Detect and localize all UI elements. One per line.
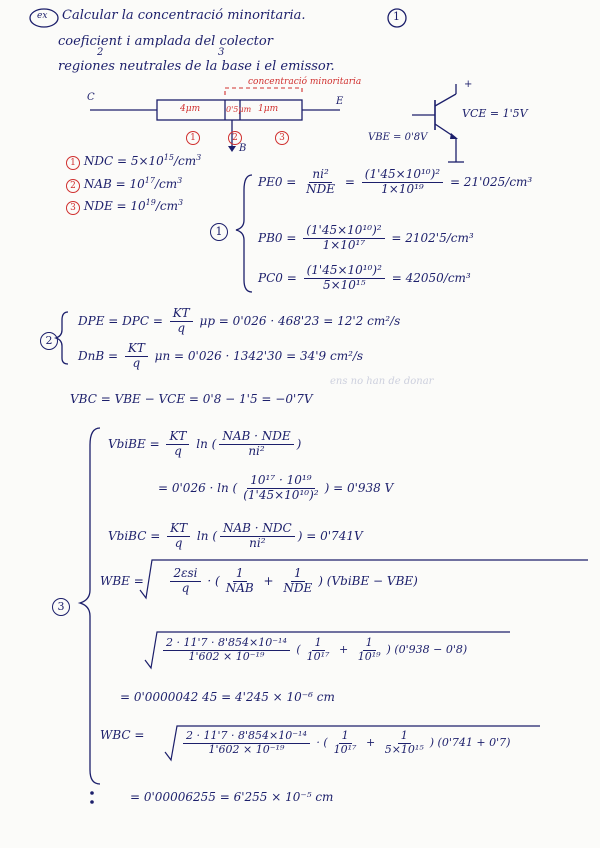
- vbc-equation: VBC = VBE − VCE = 0'8 − 1'5 = −0'7V: [70, 392, 313, 406]
- width-emitter: 1μm: [258, 104, 279, 114]
- part1-mark: 1: [210, 220, 228, 241]
- vce-label: VCE = 1'5V: [462, 107, 528, 120]
- diffusion-n: DnB = $\frac{KT}{q}$ μn = 0'026 · 1342'30 = 34'9 cm²/s: [78, 341, 364, 370]
- pe0-equation: PE0 = $\frac{\text{ni²}}{\text{NDE}}$ = $\frac{\text{(1'45×10¹⁰)²}}{\text{1×10¹⁹}}$ = 21'025/cm³: [258, 167, 533, 196]
- ex-badge: ex: [37, 11, 48, 21]
- region-1-badge: 1: [186, 125, 200, 145]
- header-mark-2: 2: [97, 47, 104, 58]
- region-2-badge: 2: [228, 125, 242, 145]
- bleed-through-text: ens no han de donar: [330, 376, 434, 387]
- width-collector: 4μm: [180, 104, 201, 114]
- diffusion-p: DPE = DPC = $\frac{KT}{q}$ μp = 0'026 · 468'23 = 12'2 cm²/s: [78, 306, 401, 335]
- base-label: B: [239, 143, 247, 154]
- vbibe-equation: VbiBE = $\frac{KT}{q}$ ln ( $\frac{\text{NAB · NDE}}{\text{ni²}}$ ): [108, 429, 302, 458]
- header-mark-1: 1: [393, 10, 400, 23]
- pc0-equation: PC0 = $\frac{\text{(1'45×10¹⁰)²}}{\text{5×10¹⁵}}$ = 42050/cm³: [258, 263, 471, 292]
- part2-mark: 2: [40, 329, 58, 350]
- vbibe-evaluation: = 0'026 · ln ( $\frac{\text{10¹⁷ · 10¹⁹}}{\text{(1'45×10¹⁰)²}}$ ) = 0'938 V: [158, 473, 394, 502]
- given-nde: 3 NDE = $10^{19}/cm^3$: [66, 198, 183, 215]
- wbe-substitution: $\frac{\text{2 · 11'7 · 8'854×10⁻¹⁴}}{\text{1'602 × 10⁻¹⁹}}$ ( $\frac{1}{\text{10¹⁷}}$ + $\frac{1}{\text{10¹⁹}}$ ) (0'938 − 0'8): [160, 637, 467, 663]
- bracket-label: concentració minoritaria: [248, 77, 362, 87]
- vbe-label: VBE = 0'8V: [368, 132, 428, 143]
- statement-line-2: coeficient i amplada del colector: [58, 34, 273, 49]
- given-nab: 2 NAB = $10^{17}/cm^3$: [66, 176, 182, 193]
- statement-line-3: regiones neutrales de la base i el emissor.: [58, 59, 335, 74]
- statement-line-1: Calcular la concentració minoritaria.: [62, 8, 306, 23]
- emitter-label: E: [336, 96, 344, 107]
- wbc-result: = 0'00006255 = 6'255 × 10⁻⁵ cm: [130, 790, 334, 804]
- wbe-formula: WBE = $\frac{\text{2εsi}}{q}$ · ( $\frac{1}{\text{NAB}}$ + $\frac{1}{\text{NDE}}$ ) (VbiBE − VBE): [100, 566, 418, 595]
- plus-sign: +: [464, 79, 473, 90]
- region-3-badge: 3: [275, 125, 289, 145]
- header-mark-3: 3: [218, 47, 225, 58]
- vbibc-equation: VbiBC = $\frac{KT}{q}$ ln ( $\frac{\text{NAB · NDC}}{\text{ni²}}$ ) = 0'741V: [108, 521, 363, 550]
- wbc-formula: WBC =: [100, 728, 145, 742]
- width-base: 0'5μm: [226, 105, 252, 114]
- part3-mark: 3: [52, 595, 70, 616]
- wbc-substitution: $\frac{\text{2 · 11'7 · 8'854×10⁻¹⁴}}{\text{1'602 × 10⁻¹⁹}}$ · ( $\frac{1}{\text{10¹⁷}}$ + $\frac{1}{\text{5×10¹⁵}}$ ) (0'741 + 0'7): [180, 730, 510, 756]
- pb0-equation: PB0 = $\frac{\text{(1'45×10¹⁰)²}}{\text{1×10¹⁷}}$ = 2102'5/cm³: [258, 223, 474, 252]
- given-ndc: 1 NDC = $5\times 10^{15}/cm^3$: [66, 153, 201, 170]
- collector-label: C: [87, 92, 95, 103]
- wbe-result: = 0'0000042 45 = 4'245 × 10⁻⁶ cm: [120, 690, 335, 704]
